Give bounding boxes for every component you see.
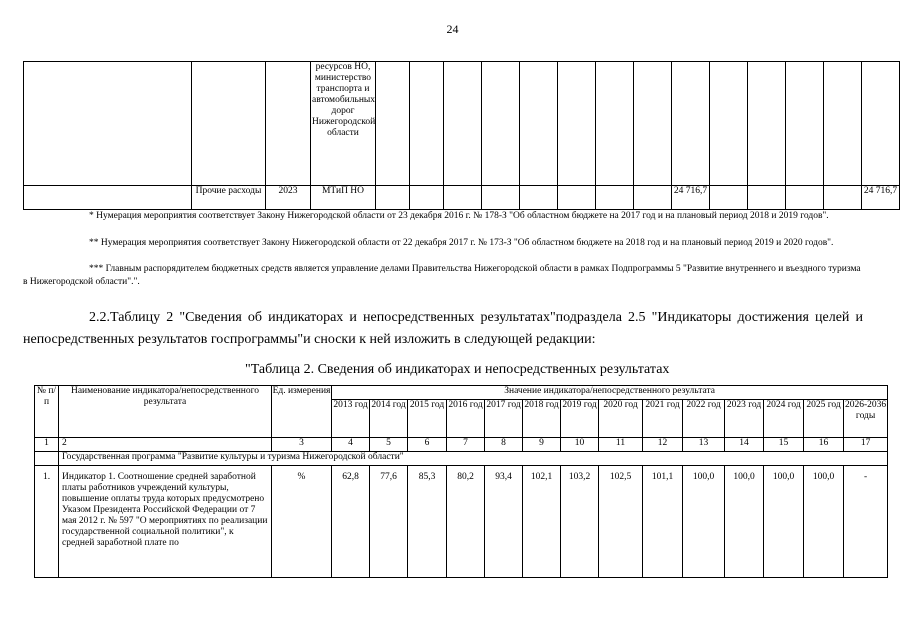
column-number: 10 [561,438,599,452]
header-year: 2023 год [725,400,764,438]
indicator-value: 102,1 [523,466,561,578]
header-year: 2018 год [523,400,561,438]
top-cell [266,62,311,186]
header-year: 2013 год [332,400,370,438]
indicator-value: 100,0 [725,466,764,578]
column-number: 8 [485,438,523,452]
resource-cell: ресурсов НО, министерство транспорта и автомобильных дорог Нижегородской области [311,62,376,186]
value-cell: 24 716,7 [862,186,900,210]
footnote-3: *** Главным распорядителем бюджетных средств является управление делами Правительства Нижегородской области в рамках Подпрограммы 5 "Развитие внутреннего и въездного туризма в Нижегородской области".". [23,264,861,287]
header-year: 2025 год [804,400,844,438]
footnote-1: * Нумерация мероприятия соответствует Закону Нижегородской области от 23 декабря 2016 г. № 178-З "Об областном бюджете на 2017 год и на плановый период 2018 и 2019 годов". [89,211,829,221]
header-year: 2019 год [561,400,599,438]
header-year: 2021 год [643,400,683,438]
header-values-group: Значение индикатора/непосредственного результата [332,386,888,400]
header-year: 2015 год [408,400,447,438]
header-year: 2022 год [683,400,725,438]
column-number: 5 [370,438,408,452]
indicator-value: 62,8 [332,466,370,578]
header-year: 2016 год [447,400,485,438]
indicator-value: 102,5 [599,466,643,578]
column-number: 6 [408,438,447,452]
indicator-value: 93,4 [485,466,523,578]
indicator-value: - [844,466,888,578]
column-number: 13 [683,438,725,452]
header-name: Наименование индикатора/непосредственного результата [59,386,272,438]
footnote-2: ** Нумерация мероприятия соответствует Закону Нижегородской области от 22 декабря 2017 г. № 173-З "Об областном бюджете на 2018 год и на плановый период 2019 и 2020 годов". [89,238,834,248]
column-number: 3 [272,438,332,452]
indicator-name: Индикатор 1. Соотношение средней заработной платы работников учреждений культуры, повышение оплаты труда которых предусмотрено Указом Президента Российской Федерации от 7 мая 2012 г. № 597 "О мероприятиях по реализации государственной социальной политики", к средней заработной плате по [59,466,272,578]
header-unit: Ед. измерения [272,386,332,438]
indicator-value: 103,2 [561,466,599,578]
program-row: Государственная программа "Развитие культуры и туризма Нижегородской области" [59,452,888,466]
indicator-value: 100,0 [683,466,725,578]
column-number: 16 [804,438,844,452]
year-cell: 2023 [266,186,311,210]
column-number: 1 [35,438,59,452]
indicator-value: 101,1 [643,466,683,578]
indicator-unit: % [272,466,332,578]
column-number: 2 [59,438,272,452]
indicator-value: 77,6 [370,466,408,578]
indicator-num: 1. [35,466,59,578]
header-year: 2024 год [764,400,804,438]
indicator-value: 80,2 [447,466,485,578]
column-number: 9 [523,438,561,452]
header-year: 2020 год [599,400,643,438]
column-number: 11 [599,438,643,452]
executor-cell: МТиП НО [311,186,376,210]
indicator-value: 100,0 [804,466,844,578]
value-cell: 24 716,7 [672,186,710,210]
column-number: 17 [844,438,888,452]
column-number: 4 [332,438,370,452]
column-number: 14 [725,438,764,452]
column-number: 7 [447,438,485,452]
indicators-table [34,385,888,578]
column-number: 12 [643,438,683,452]
indicator-value: 85,3 [408,466,447,578]
amendment-paragraph: 2.2.Таблицу 2 "Сведения об индикаторах и непосредственных результатах"подраздела 2.5 "Индикаторы достижения целей и непосредственных результатов госпрограммы"и сноски к ней изложить в следующей редакции: [23,310,863,347]
other-expenses-label: Прочие расходы [192,186,266,210]
continuation-table [23,61,900,210]
column-number: 15 [764,438,804,452]
program-row-num [35,452,59,466]
table-title: "Таблица 2. Сведения об индикаторах и непосредственных результатах [245,362,670,377]
top-cell [192,62,266,186]
header-year: 2026-2036 годы [844,400,888,438]
page-number: 24 [446,22,459,36]
header-num: № п/п [35,386,59,438]
header-year: 2014 год [370,400,408,438]
indicator-value: 100,0 [764,466,804,578]
header-year: 2017 год [485,400,523,438]
top-cell [24,62,192,186]
